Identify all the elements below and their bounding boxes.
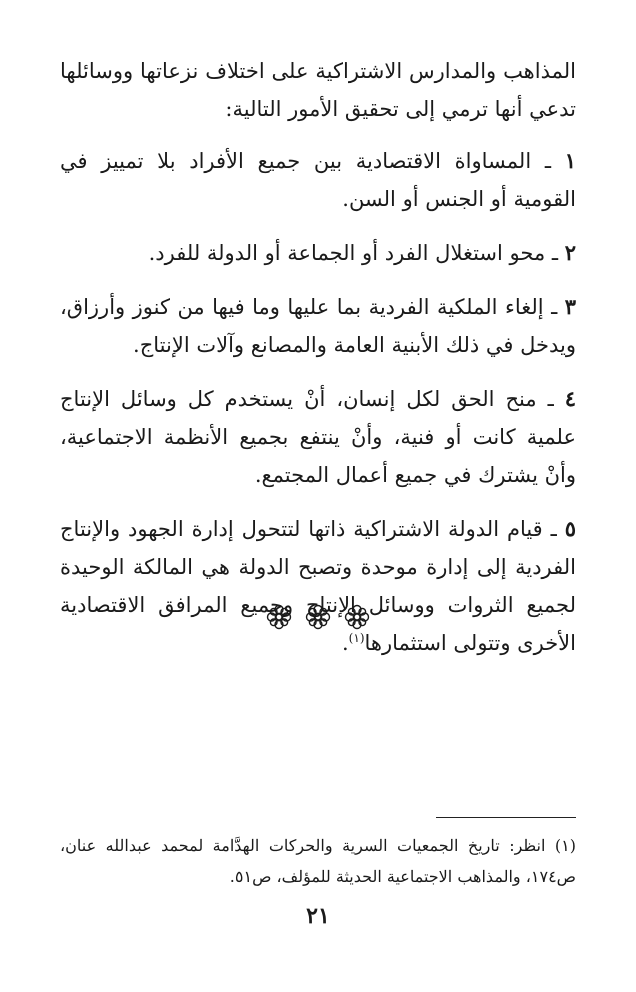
list-item-3 — [60, 288, 576, 364]
item-text: منح الحق لكل إنسان، أنْ يستخدم كل وسائل الإنتاج علمية كانت أو فنية، وأنْ ينتفع بجميع الأنظمة الاجتماعية، وأنْ يشترك في جميع أعمال المجتمع. — [60, 387, 576, 487]
item-text: محو استغلال الفرد أو الجماعة أو الدولة للفرد. — [148, 241, 546, 265]
item-end: . — [341, 631, 349, 655]
footnote-divider — [436, 817, 576, 818]
item-separator: ـ — [542, 517, 565, 541]
item-separator: ـ — [545, 241, 565, 265]
item-separator: ـ — [531, 149, 565, 173]
item-number: ٥ — [564, 516, 576, 541]
list-item-4 — [60, 380, 576, 494]
flower-ornament-icon — [343, 603, 371, 631]
page-number: ٢١ — [306, 903, 330, 929]
footnote: (١) انظر: تاريخ الجمعيات السرية والحركات الهدَّامة لمحمد عبدالله عنان، ص١٧٤، والمذاهب الاجتماعية الحديثة للمؤلف، ص٥١. — [60, 836, 577, 886]
list-item-1 — [60, 142, 576, 218]
flower-ornament-icon — [265, 603, 293, 631]
intro-paragraph: المذاهب والمدارس الاشتراكية على اختلاف نزعاتها ووسائلها تدعي أنها ترمي إلى تحقيق الأمور التالية: — [60, 59, 576, 121]
item-separator: ـ — [543, 295, 565, 319]
section-ornament — [0, 603, 636, 635]
item-text: المساواة الاقتصادية بين جميع الأفراد بلا تمييز في القومية أو الجنس أو السن. — [60, 149, 576, 211]
list-item-5 — [60, 510, 576, 662]
item-number: ١ — [564, 148, 576, 173]
item-number: ٢ — [564, 240, 576, 265]
page-body — [60, 52, 576, 678]
list-item-2 — [60, 234, 576, 272]
item-number: ٣ — [564, 294, 576, 319]
item-number: ٤ — [564, 386, 576, 411]
item-text: إلغاء الملكية الفردية بما عليها وما فيها من كنوز وأرزاق، ويدخل في ذلك الأبنية العامة والمصانع وآلات الإنتاج. — [60, 295, 576, 357]
item-separator: ـ — [536, 387, 565, 411]
footnote-reference: (١) — [348, 631, 365, 645]
flower-ornament-icon — [304, 603, 332, 631]
item-text: قيام الدولة الاشتراكية ذاتها لتتحول إدارة الجهود والإنتاج الفردية إلى إدارة موحدة وتصبح الدولة هي المالكة الوحيدة لجميع الثروات ووسائل الإنتاج وجميع المرافق الاقتصادية الأخرى وتتولى استثمارها — [60, 517, 576, 655]
